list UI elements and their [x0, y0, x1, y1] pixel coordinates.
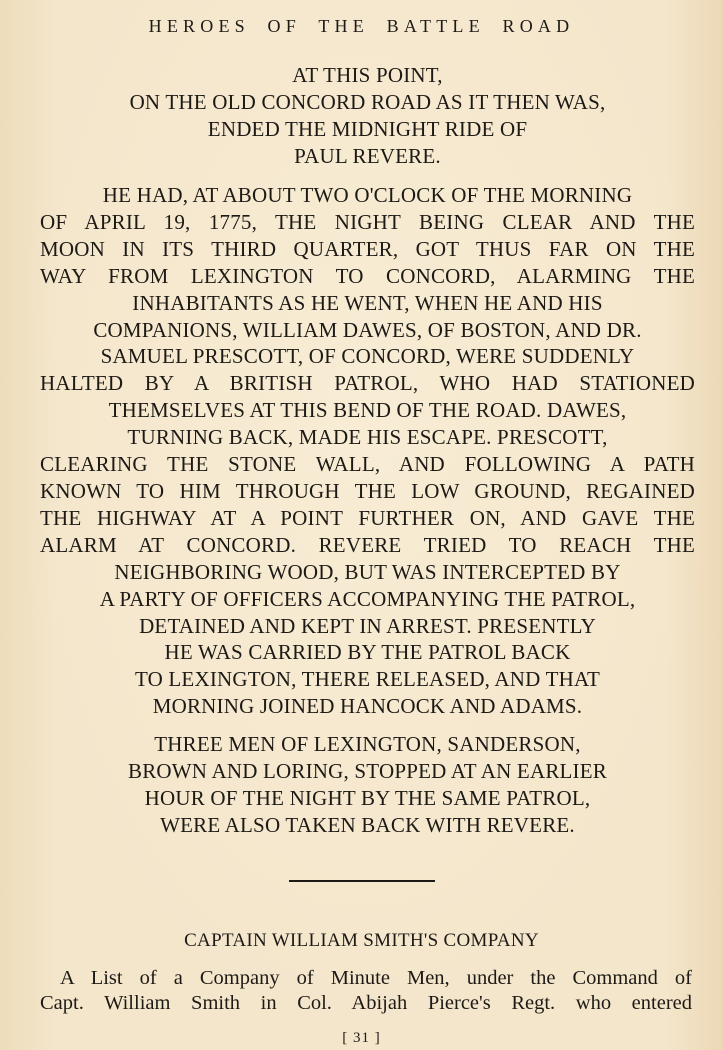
paragraph-line: SAMUEL PRESCOTT, OF CONCORD, WERE SUDDENLY — [100, 344, 635, 369]
paragraph-line: ALARM AT CONCORD. REVERE TRIED TO REACH THE — [40, 532, 695, 557]
closing-line: BROWN AND LORING, STOPPED AT AN EARLIER — [128, 758, 607, 783]
paragraph-line: KNOWN TO HIM THROUGH THE LOW GROUND, REGAINED — [40, 478, 695, 503]
paragraph-line: HE HAD, AT ABOUT TWO O'CLOCK OF THE MORNING — [102, 183, 633, 207]
paragraph-line: INHABITANTS AS HE WENT, WHEN HE AND HIS — [132, 290, 603, 315]
section-prose — [40, 966, 692, 1016]
paragraph-line: THEMSELVES AT THIS BEND OF THE ROAD. DAWES, — [108, 398, 627, 423]
paragraph-line: THE HIGHWAY AT A POINT FURTHER ON, AND GAVE THE — [40, 505, 695, 530]
inscription-closing — [40, 731, 695, 839]
paragraph-line: TO LEXINGTON, THERE RELEASED, AND THAT — [134, 667, 601, 692]
inscription-paragraph — [40, 182, 695, 720]
inscription-heading — [40, 62, 695, 170]
paragraph-line: CLEARING THE STONE WALL, AND FOLLOWING A PATH — [40, 452, 695, 477]
paragraph-line: OF APRIL 19, 1775, THE NIGHT BEING CLEAR AND THE — [40, 209, 695, 234]
prose-line: Capt. William Smith in Col. Abijah Pierce's Regt. who entered — [40, 992, 692, 1014]
inscription-heading-line: AT THIS POINT, — [292, 63, 443, 87]
inscription-heading-line: PAUL REVERE. — [294, 143, 441, 168]
closing-line: WERE ALSO TAKEN BACK WITH REVERE. — [160, 812, 575, 837]
paragraph-line: A PARTY OF OFFICERS ACCOMPANYING THE PATROL, — [99, 586, 636, 611]
paragraph-line: WAY FROM LEXINGTON TO CONCORD, ALARMING THE — [40, 263, 695, 288]
paragraph-line: MORNING JOINED HANCOCK AND ADAMS. — [152, 694, 583, 719]
page-number: [ 31 ] — [342, 1030, 381, 1046]
closing-line: THREE MEN OF LEXINGTON, SANDERSON, — [154, 732, 581, 756]
paragraph-line: HALTED BY A BRITISH PATROL, WHO HAD STATIONED — [40, 371, 695, 396]
running-head: HEROES OF THE BATTLE ROAD — [148, 16, 575, 36]
section-heading: CAPTAIN WILLIAM SMITH'S COMPANY — [184, 930, 539, 951]
paragraph-line: HE WAS CARRIED BY THE PATROL BACK — [164, 640, 571, 665]
inscription-heading-line: ON THE OLD CONCORD ROAD AS IT THEN WAS, — [129, 89, 606, 114]
inscription-heading-line: ENDED THE MIDNIGHT RIDE OF — [207, 116, 528, 141]
paragraph-line: NEIGHBORING WOOD, BUT WAS INTERCEPTED BY — [114, 559, 621, 584]
closing-line: HOUR OF THE NIGHT BY THE SAME PATROL, — [144, 785, 591, 810]
section-divider — [289, 880, 435, 882]
prose-line: A List of a Company of Minute Men, under the Command of — [60, 967, 692, 989]
paragraph-line: DETAINED AND KEPT IN ARREST. PRESENTLY — [139, 613, 596, 638]
paragraph-line: TURNING BACK, MADE HIS ESCAPE. PRESCOTT, — [127, 425, 608, 450]
paragraph-line: COMPANIONS, WILLIAM DAWES, OF BOSTON, AND DR. — [93, 317, 642, 342]
paragraph-line: MOON IN ITS THIRD QUARTER, GOT THUS FAR ON THE — [40, 236, 695, 261]
